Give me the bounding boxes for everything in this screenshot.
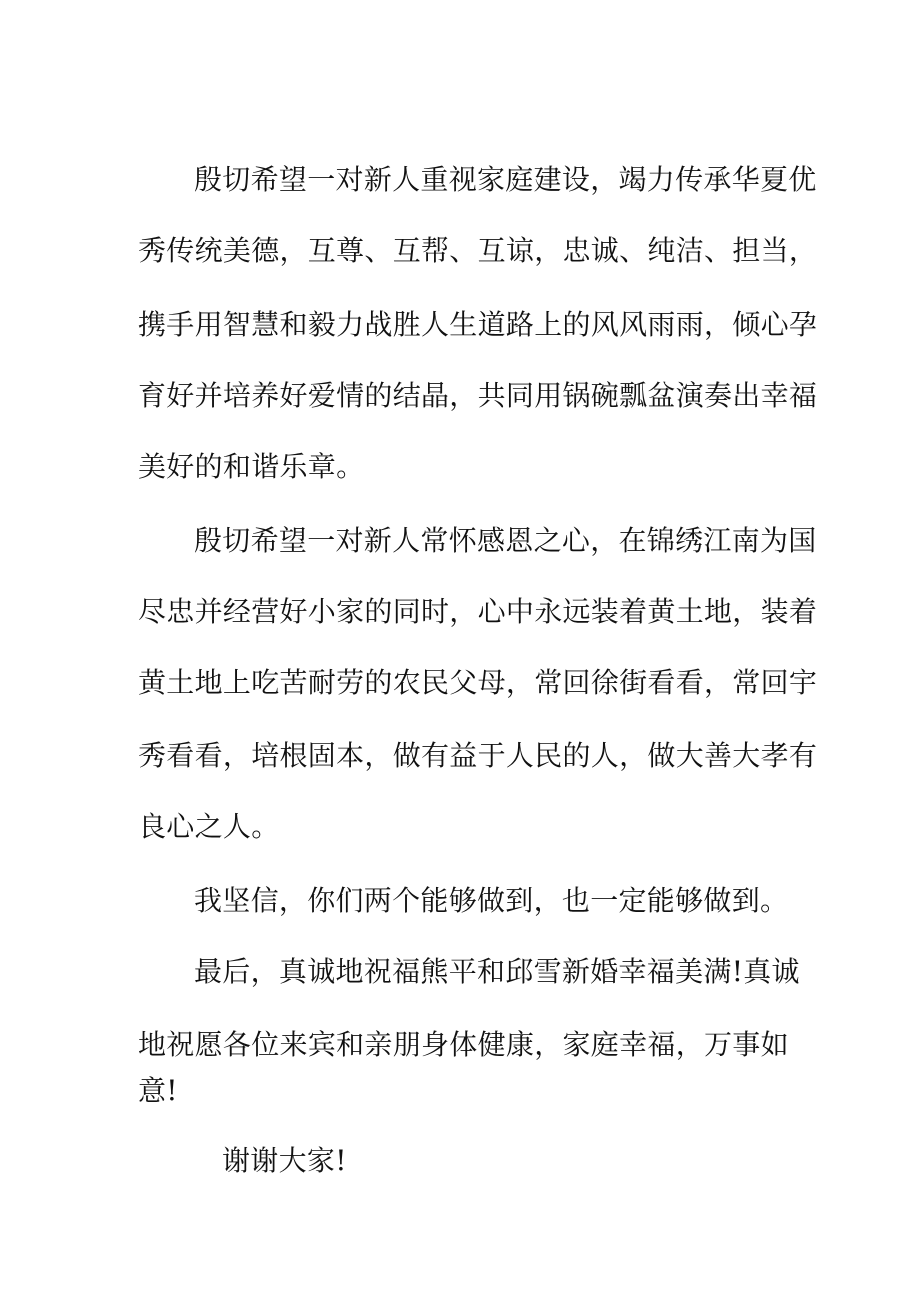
paragraph-3-line-1: 我坚信，你们两个能够做到，也一定能够做到。 xyxy=(194,884,789,917)
paragraph-1-line-5: 美好的和谐乐章。 xyxy=(138,450,365,483)
paragraph-4-line-1: 最后，真诚地祝福熊平和邱雪新婚幸福美满!真诚 xyxy=(194,955,800,988)
paragraph-4-line-2: 地祝愿各位来宾和亲朋身体健康，家庭幸福，万事如 xyxy=(138,1028,789,1061)
paragraph-2-line-4: 秀看看，培根固本，做有益于人民的人，做大善大孝有 xyxy=(138,739,818,772)
paragraph-4-line-3: 意! xyxy=(138,1074,178,1107)
paragraph-2-line-2: 尽忠并经营好小家的同时，心中永远装着黄土地，装着 xyxy=(138,595,818,628)
closing-thanks: 谢谢大家! xyxy=(222,1144,347,1177)
paragraph-1-line-3: 携手用智慧和毅力战胜人生道路上的风风雨雨，倾心孕 xyxy=(138,308,818,341)
paragraph-2-line-1: 殷切希望一对新人常怀感恩之心，在锦绣江南为国 xyxy=(194,524,817,557)
paragraph-1-line-4: 育好并培养好爱情的结晶，共同用锅碗瓢盆演奏出幸福 xyxy=(138,379,818,412)
paragraph-2-line-5: 良心之人。 xyxy=(138,810,280,843)
paragraph-1-line-2: 秀传统美德，互尊、互帮、互谅，忠诚、纯洁、担当， xyxy=(138,234,818,267)
paragraph-1-line-1: 殷切希望一对新人重视家庭建设，竭力传承华夏优 xyxy=(194,163,817,196)
paragraph-2-line-3: 黄土地上吃苦耐劳的农民父母，常回徐街看看，常回宇 xyxy=(138,666,818,699)
